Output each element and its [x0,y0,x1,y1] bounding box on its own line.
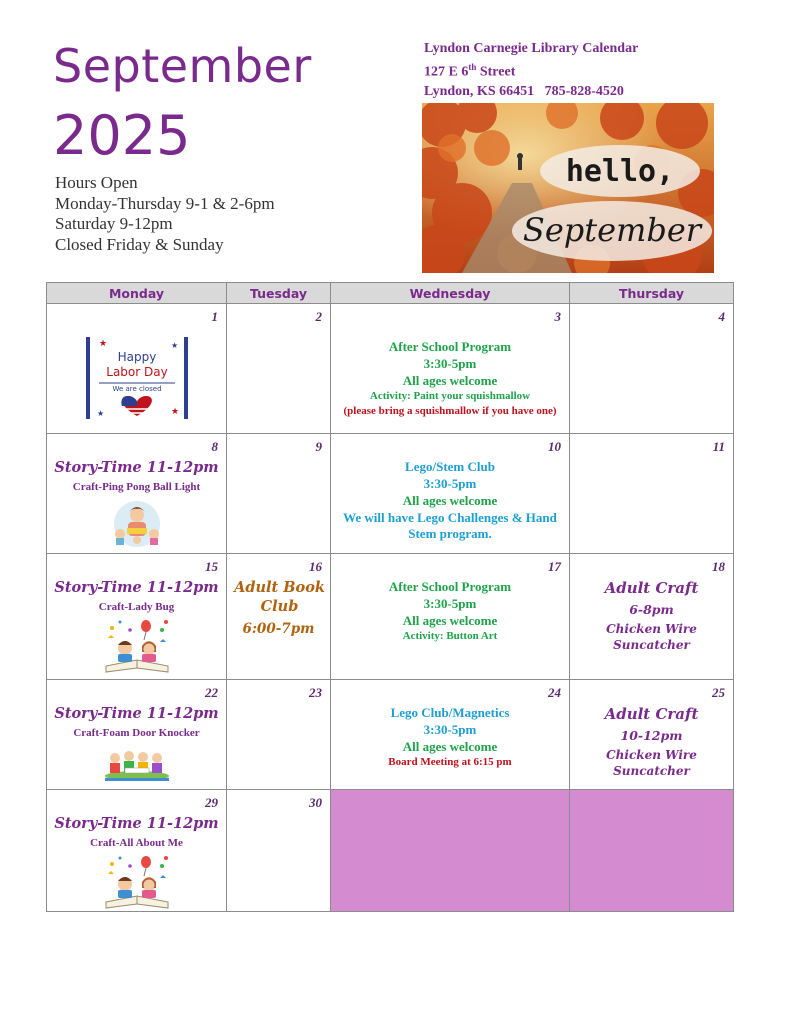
hours-block [55,173,275,255]
week-row [47,790,734,912]
kids-reading-illustration [47,854,226,910]
day-number: 2 [315,309,322,324]
event-craft: Craft-Lady Bug [98,601,175,613]
week-row [47,434,734,554]
story-time-illustration [47,500,226,548]
day-number: 29 [205,795,218,810]
day-number: 16 [309,559,322,574]
event-story-time: Story-Time 11-12pm [54,705,219,722]
day-cell-4 [570,304,734,434]
week-row [47,554,734,680]
event-time: 10-12pm [620,728,683,743]
svg-text:★: ★ [170,341,178,350]
library-info [424,39,638,101]
weekday-monday: Monday [47,283,227,304]
labor-day-line1: Happy [117,350,156,364]
day-cell-11 [570,434,734,554]
hours-saturday: Saturday 9-12pm [55,214,173,233]
event-ages: All ages welcome [402,373,498,388]
day-cell-1 [47,304,227,434]
calendar-table [46,282,734,912]
hello-september-image [422,103,714,273]
empty-cell [331,790,570,912]
day-number: 23 [309,685,322,700]
event-note: (please bring a squishmallow if you have one) [343,405,557,417]
day-cell-16 [227,554,331,680]
day-number: 18 [712,559,725,574]
event-story-time: Story-Time 11-12pm [54,815,219,832]
day-cell-2 [227,304,331,434]
event-lego-stem-title: Lego/Stem Club [405,459,495,474]
event-ages: All ages welcome [402,613,498,628]
event-after-school-title: After School Program [388,339,512,354]
week-row [47,304,734,434]
day-number: 11 [712,439,725,454]
event-adult-book-club: Adult Book Club [234,579,325,615]
event-activity: Activity: Button Art [402,630,498,642]
day-cell-25 [570,680,734,790]
children-group-illustration [47,746,226,782]
weekday-header-row [47,283,734,304]
weekday-tuesday: Tuesday [227,283,331,304]
day-number: 1 [211,309,218,324]
day-cell-10 [331,434,570,554]
day-number: 17 [548,559,561,574]
day-number: 8 [211,439,218,454]
library-city-phone: Lyndon, KS 66451 785-828-4520 [424,83,624,99]
day-number: 15 [205,559,218,574]
day-number: 3 [554,309,561,324]
hero-september-text: September [522,211,702,249]
kids-reading-illustration [47,618,226,674]
event-adult-craft: Adult Craft [604,579,699,597]
labor-day-image [47,336,226,420]
day-cell-8 [47,434,227,554]
labor-day-line2: Labor Day [105,365,168,379]
year-title: 2025 [53,104,191,167]
library-address: 127 E 6th Street [424,62,516,80]
event-time: 6:00-7pm [242,621,315,637]
event-lego-magnetics-title: Lego Club/Magnetics [390,705,510,720]
day-number: 22 [205,685,218,700]
day-number: 24 [548,685,561,700]
labor-day-line3: We are closed [111,385,162,393]
day-cell-23 [227,680,331,790]
event-time: 3:30-5pm [423,722,477,737]
event-story-time: Story-Time 11-12pm [54,459,219,476]
event-time: 3:30-5pm [423,476,477,491]
day-cell-22 [47,680,227,790]
day-number: 30 [309,795,322,810]
event-description: We will have Lego Challenges & Hand Stem program. [343,510,557,541]
event-craft: Craft-Ping Pong Ball Light [72,481,201,493]
event-board-meeting: Board Meeting at 6:15 pm [388,756,512,768]
hours-closed: Closed Friday & Sunday [55,234,224,254]
empty-cell [570,790,734,912]
month-title: September [53,39,312,93]
day-number: 9 [315,439,322,454]
event-activity: Activity: Paint your squishmallow [369,390,531,402]
event-craft: Craft-All About Me [90,837,183,849]
day-number: 25 [712,685,725,700]
library-name: Lyndon Carnegie Library Calendar [424,41,639,56]
event-craft: Craft-Foam Door Knocker [73,727,200,739]
day-cell-29 [47,790,227,912]
weekday-wednesday: Wednesday [331,283,570,304]
day-cell-24 [331,680,570,790]
day-cell-15 [47,554,227,680]
week-row [47,680,734,790]
svg-text:★: ★ [170,407,179,417]
day-cell-9 [227,434,331,554]
event-adult-craft: Adult Craft [604,705,699,723]
event-ages: All ages welcome [402,739,498,754]
svg-text:★: ★ [96,409,104,418]
event-time: 6-8pm [629,602,674,617]
event-story-time: Story-Time 11-12pm [54,579,219,596]
hero-hello-text: hello, [565,154,675,189]
event-after-school-title: After School Program [388,579,512,594]
day-cell-17 [331,554,570,680]
event-time: 3:30-5pm [423,356,477,371]
hours-weekdays: Monday-Thursday 9-1 & 2-6pm [55,193,275,213]
hours-heading: Hours Open [55,173,138,192]
svg-text:★: ★ [98,339,107,349]
day-cell-30 [227,790,331,912]
weekday-thursday: Thursday [570,283,734,304]
day-number: 10 [548,439,561,454]
event-description: Chicken Wire Suncatcher [606,748,697,778]
event-description: Chicken Wire Suncatcher [606,622,697,652]
event-ages: All ages welcome [402,493,498,508]
day-cell-18 [570,554,734,680]
day-number: 4 [718,309,725,324]
day-cell-3 [331,304,570,434]
event-time: 3:30-5pm [423,596,477,611]
